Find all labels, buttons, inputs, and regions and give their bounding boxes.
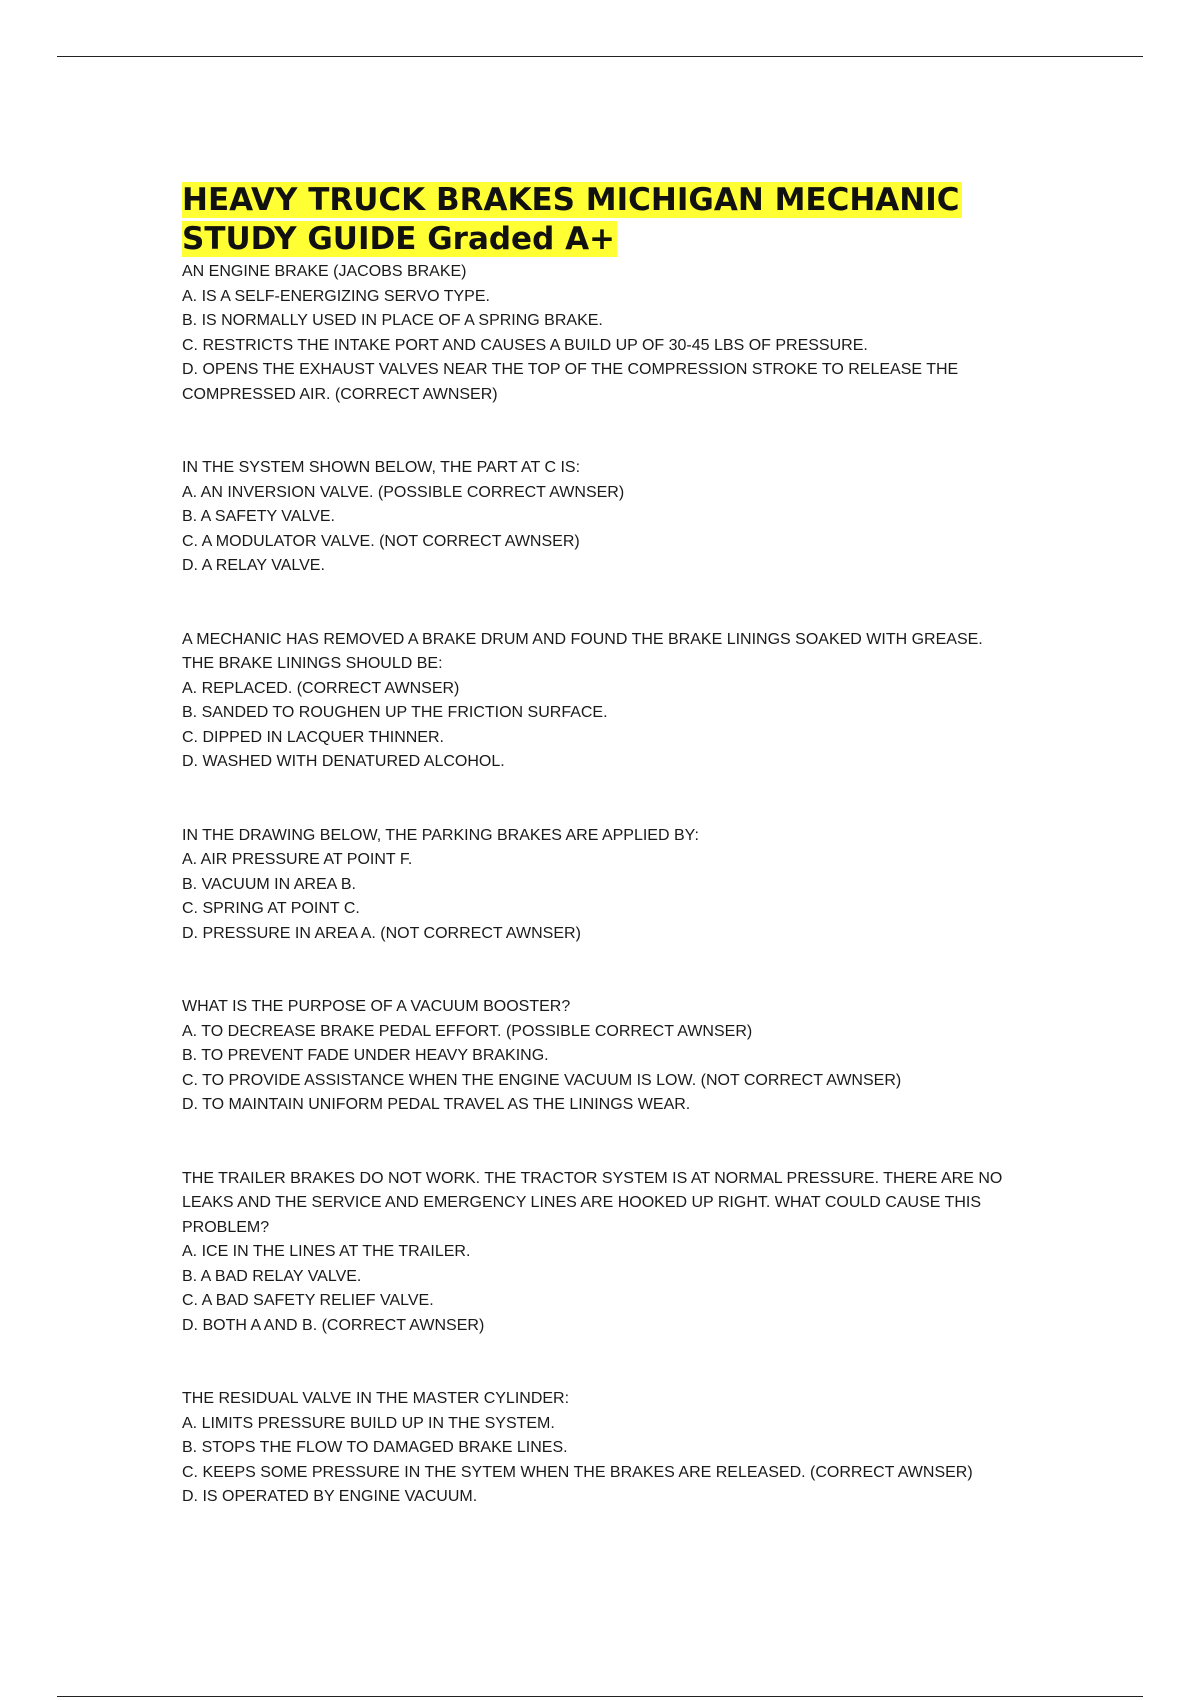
question-line: C. KEEPS SOME PRESSURE IN THE SYTEM WHEN THE BRAKES ARE RELEASED. (CORRECT AWNSER) bbox=[182, 1463, 973, 1481]
question-line: THE BRAKE LININGS SHOULD BE: bbox=[182, 655, 443, 672]
question-block bbox=[182, 1387, 1042, 1510]
question-block bbox=[182, 628, 1042, 775]
question-text: THE TRAILER BRAKES DO NOT WORK. THE TRACTOR SYSTEM IS AT NORMAL PRESSURE. THERE ARE NO bbox=[182, 1169, 1003, 1187]
question-text: IN THE SYSTEM SHOWN BELOW, THE PART AT C IS: bbox=[182, 459, 581, 476]
question-line: A. IS A SELF-ENERGIZING SERVO TYPE. bbox=[182, 287, 490, 305]
question-line: A. LIMITS PRESSURE BUILD UP IN THE SYSTEM. bbox=[182, 1414, 555, 1432]
question-line: C. DIPPED IN LACQUER THINNER. bbox=[182, 728, 444, 746]
bottom-rule bbox=[57, 1696, 1143, 1697]
question-line: D. IS OPERATED BY ENGINE VACUUM. bbox=[182, 1488, 478, 1505]
question-text: WHAT IS THE PURPOSE OF A VACUUM BOOSTER? bbox=[182, 998, 571, 1015]
question-line: C. RESTRICTS THE INTAKE PORT AND CAUSES A BUILD UP OF 30-45 LBS OF PRESSURE. bbox=[182, 336, 868, 354]
question-line: D. OPENS THE EXHAUST VALVES NEAR THE TOP OF THE COMPRESSION STROKE TO RELEASE THE bbox=[182, 361, 959, 378]
question-line: LEAKS AND THE SERVICE AND EMERGENCY LINES ARE HOOKED UP RIGHT. WHAT COULD CAUSE THIS bbox=[182, 1194, 982, 1211]
question-line: PROBLEM? bbox=[182, 1218, 270, 1236]
question-line: C. SPRING AT POINT C. bbox=[182, 900, 360, 917]
question-line: D. PRESSURE IN AREA A. (NOT CORRECT AWNSER) bbox=[182, 924, 581, 942]
question-line: D. TO MAINTAIN UNIFORM PEDAL TRAVEL AS THE LININGS WEAR. bbox=[182, 1096, 691, 1113]
question-line: B. IS NORMALLY USED IN PLACE OF A SPRING BRAKE. bbox=[182, 312, 603, 329]
title-line-2: STUDY GUIDE Graded A+ bbox=[182, 221, 616, 257]
question-line: B. STOPS THE FLOW TO DAMAGED BRAKE LINES. bbox=[182, 1439, 568, 1456]
question-line: B. TO PREVENT FADE UNDER HEAVY BRAKING. bbox=[182, 1047, 549, 1064]
question-line: A. AN INVERSION VALVE. (POSSIBLE CORRECT AWNSER) bbox=[182, 483, 625, 501]
question-line: B. A BAD RELAY VALVE. bbox=[182, 1267, 362, 1285]
question-line: A. AIR PRESSURE AT POINT F. bbox=[182, 851, 413, 868]
document-body bbox=[182, 181, 1042, 1559]
question-text: AN ENGINE BRAKE (JACOBS BRAKE) bbox=[182, 263, 467, 280]
question-block bbox=[182, 824, 1042, 947]
question-line: D. WASHED WITH DENATURED ALCOHOL. bbox=[182, 753, 505, 770]
question-line: C. TO PROVIDE ASSISTANCE WHEN THE ENGINE VACUUM IS LOW. (NOT CORRECT AWNSER) bbox=[182, 1071, 902, 1089]
question-block bbox=[182, 995, 1042, 1118]
question-line: A. ICE IN THE LINES AT THE TRAILER. bbox=[182, 1243, 471, 1260]
document-title bbox=[182, 181, 1042, 259]
title-line-1: HEAVY TRUCK BRAKES MICHIGAN MECHANIC bbox=[182, 182, 960, 218]
question-line: B. A SAFETY VALVE. bbox=[182, 508, 335, 525]
question-block bbox=[182, 260, 1042, 407]
question-line: C. A MODULATOR VALVE. (NOT CORRECT AWNSER) bbox=[182, 532, 580, 550]
question-list bbox=[182, 260, 1042, 1510]
question-text: IN THE DRAWING BELOW, THE PARKING BRAKES ARE APPLIED BY: bbox=[182, 826, 699, 844]
question-line: B. VACUUM IN AREA B. bbox=[182, 875, 356, 893]
question-block bbox=[182, 456, 1042, 579]
question-text: A MECHANIC HAS REMOVED A BRAKE DRUM AND FOUND THE BRAKE LININGS SOAKED WITH GREASE. bbox=[182, 630, 983, 648]
question-line: A. TO DECREASE BRAKE PEDAL EFFORT. (POSSIBLE CORRECT AWNSER) bbox=[182, 1022, 753, 1040]
question-line: D. A RELAY VALVE. bbox=[182, 557, 325, 574]
question-line: D. BOTH A AND B. (CORRECT AWNSER) bbox=[182, 1316, 485, 1334]
question-line: COMPRESSED AIR. (CORRECT AWNSER) bbox=[182, 385, 498, 403]
question-line: A. REPLACED. (CORRECT AWNSER) bbox=[182, 679, 460, 697]
question-block bbox=[182, 1167, 1042, 1339]
question-text: THE RESIDUAL VALVE IN THE MASTER CYLINDER: bbox=[182, 1390, 570, 1407]
top-rule bbox=[57, 56, 1143, 57]
question-line: C. A BAD SAFETY RELIEF VALVE. bbox=[182, 1292, 434, 1309]
question-line: B. SANDED TO ROUGHEN UP THE FRICTION SURFACE. bbox=[182, 704, 608, 721]
